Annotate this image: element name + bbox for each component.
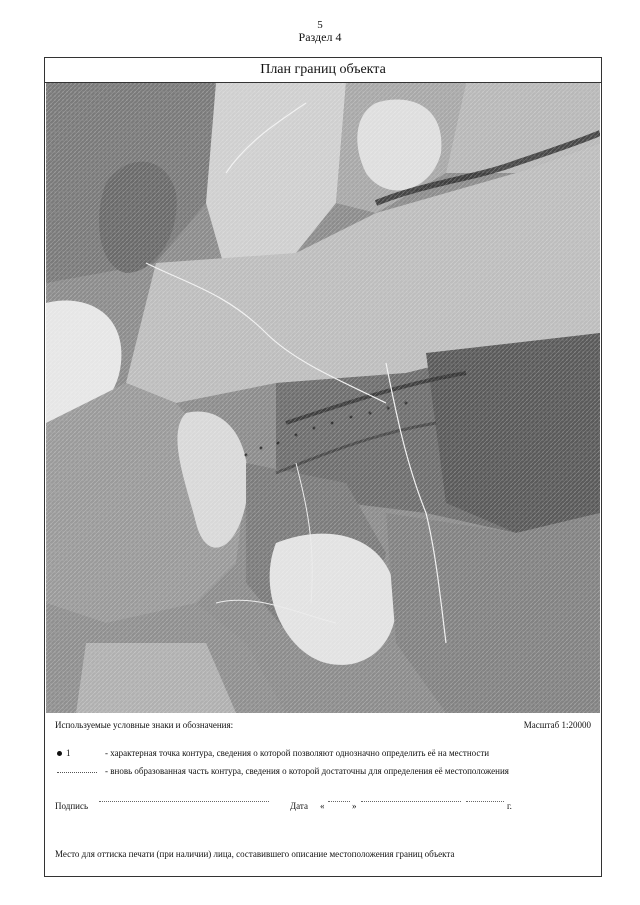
signature-row — [55, 801, 591, 815]
page-number: 5 — [317, 19, 323, 31]
map-scale: Масштаб 1:20000 — [523, 720, 591, 730]
signature-field — [99, 801, 269, 802]
date-day-field — [328, 801, 350, 802]
dotted-boundary-line-icon — [57, 772, 97, 773]
legend-line-description: - вновь образованная часть контура, сведения о которой достаточны для определения её местоположения — [105, 766, 509, 776]
date-year-field — [466, 801, 504, 802]
aerial-map-image — [46, 83, 600, 713]
aerial-map — [46, 83, 600, 713]
date-quote-close: » — [352, 801, 357, 811]
date-month-field — [361, 801, 461, 802]
stamp-note: Место для оттиска печати (при наличии) лица, составившего описание местоположения границ объекта — [55, 849, 455, 859]
year-suffix: г. — [507, 801, 512, 811]
point-number: 1 — [66, 748, 71, 758]
legend-point-symbol — [57, 748, 101, 760]
section-title: Раздел 4 — [298, 30, 342, 44]
legend-point-description: - характерная точка контура, сведения о которой позволяют однозначно определить её на местности — [105, 748, 490, 758]
date-quote-open: « — [320, 801, 325, 811]
plan-frame — [44, 57, 602, 877]
legend-heading: Используемые условные знаки и обозначения: — [55, 720, 234, 730]
legend-line-symbol — [57, 766, 101, 778]
signature-label: Подпись — [55, 801, 89, 811]
boundary-point-icon — [57, 751, 62, 756]
plan-title: План границ объекта — [45, 58, 601, 83]
date-label: Дата — [290, 801, 308, 811]
